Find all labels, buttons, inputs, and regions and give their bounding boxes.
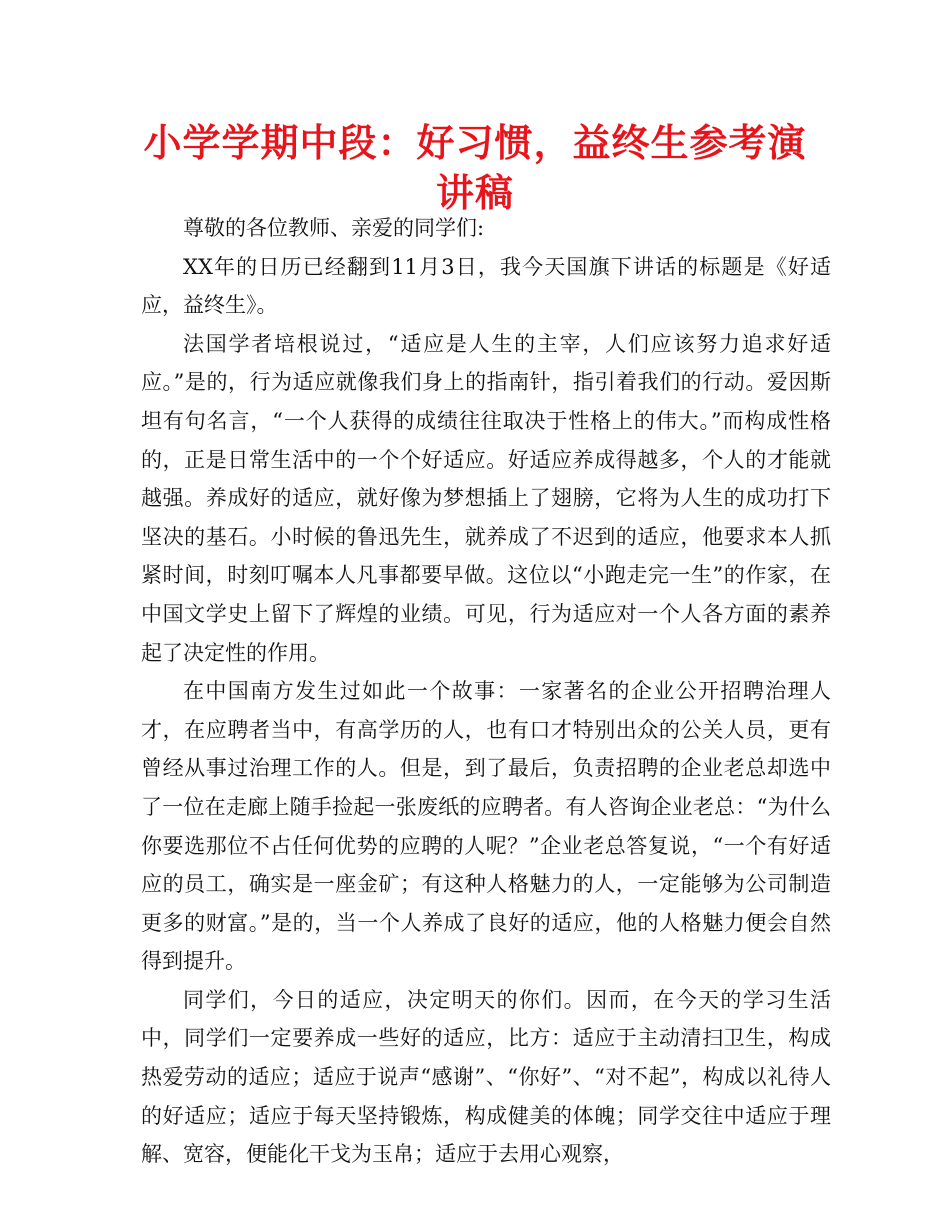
paragraph-intro: XX年的日历已经翻到11月3日，我今天国旗下讲话的标题是《好适应，益终生》。 <box>141 254 831 318</box>
paragraph-bacon-quote: 法国学者培根说过，“适应是人生的主宰，人们应该努力追求好适应。”是的，行为适应就像我们身上的指南针，指引着我们的行动。爱因斯坦有句名言，“一个人获得的成绩往往取决于性格上的伟大。”而构成性格的，正是日常生活中的一个个好适应。好适应养成得越多，个人的才能就越强。养成好的适应，就好像为梦想插上了翅膀，它将为人生的成功打下坚决的基石。小时候的鲁迅先生，就养成了不迟到的适应，他要求本人抓紧时间，时刻叮嘱本人凡事都要早做。这位以“小跑走完一生”的作家，在中国文学史上留下了辉煌的业绩。可见，行为适应对一个人各方面的素养起了决定性的作用。 <box>141 331 831 665</box>
document-title: 小学学期中段：好习惯，益终生参考演讲稿 <box>143 121 807 215</box>
paragraph-advice: 同学们，今日的适应，决定明天的你们。因而，在今天的学习生活中，同学们一定要养成一些好的适应，比方：适应于主动清扫卫生，构成热爱劳动的适应；适应于说声“感谢”、“你好”、“对不起”，构成以礼待人的好适应；适应于每天坚持锻炼，构成健美的体魄；同学交往中适应于理解、宽容，便能化干戈为玉帛；适应于去用心观察， <box>141 987 831 1167</box>
paragraph-story: 在中国南方发生过如此一个故事：一家著名的企业公开招聘治理人才，在应聘者当中，有高学历的人，也有口才特别出众的公关人员，更有曾经从事过治理工作的人。但是，到了最后，负责招聘的企业老总却选中了一位在走廊上随手捡起一张废纸的应聘者。有人咨询企业老总：“为什么你要选那位不占任何优势的应聘的人呢？”企业老总答复说，“一个有好适应的员工，确实是一座金矿；有这种人格魅力的人，一定能够为公司制造更多的财富。”是的，当一个人养成了良好的适应，他的人格魅力便会自然得到提升。 <box>141 679 831 974</box>
document-body <box>141 209 831 1174</box>
paragraph-salutation: 尊敬的各位教师、亲爱的同学们: <box>183 216 485 240</box>
